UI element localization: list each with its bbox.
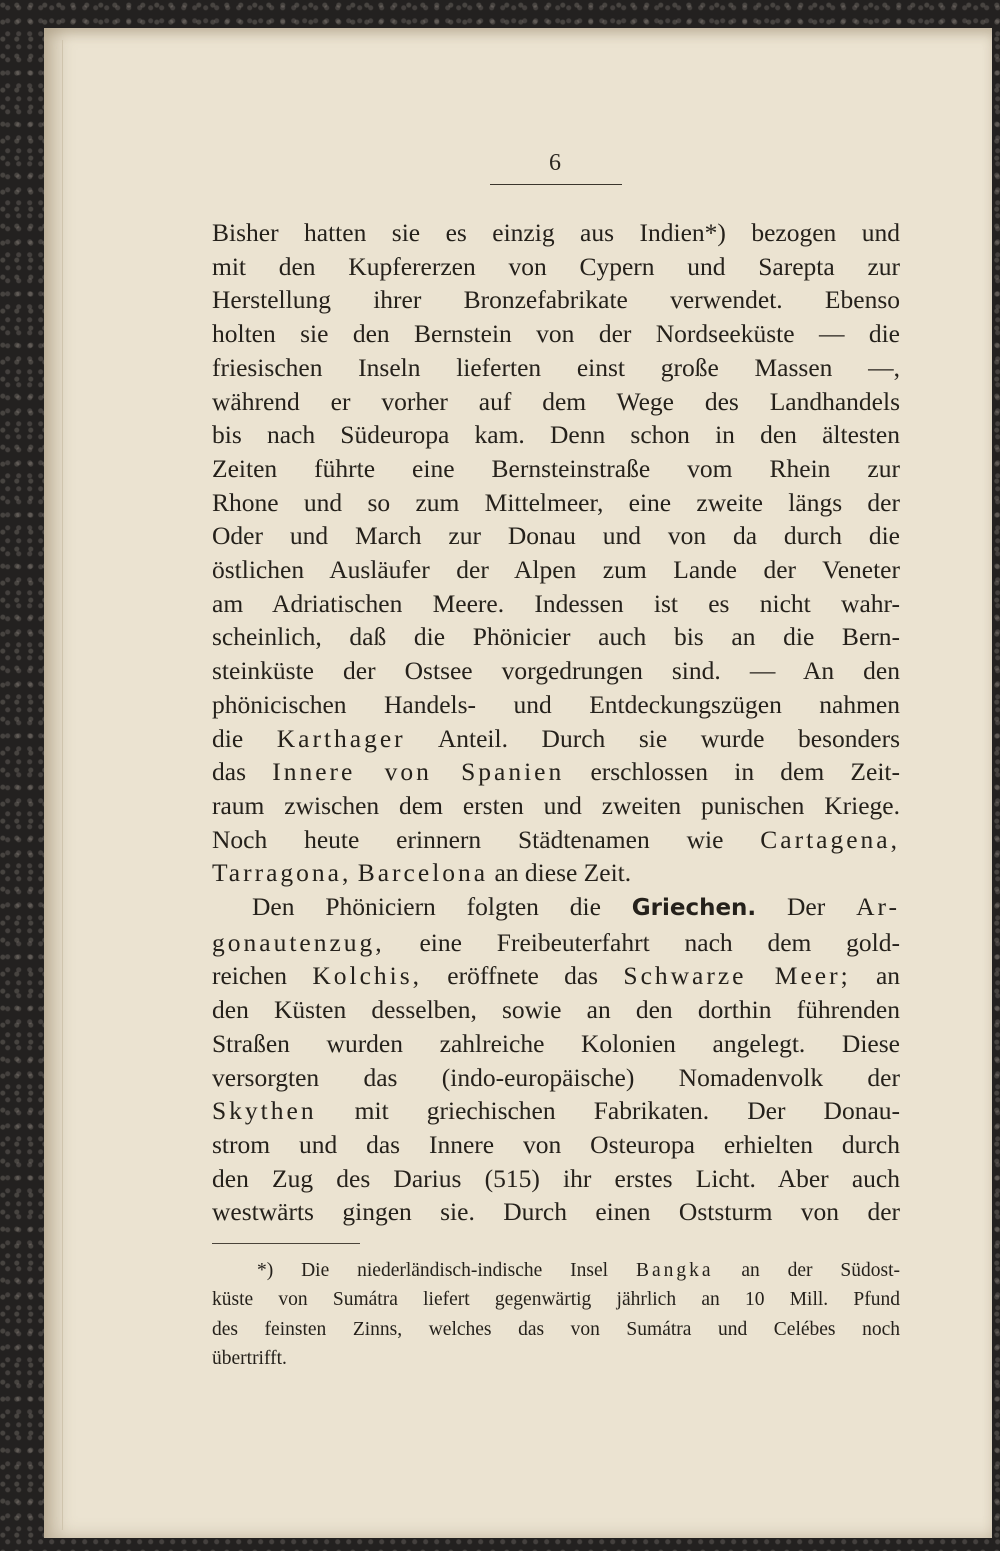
text-line: Zeiten führte eine Bernsteinstraße vom Rhein zur xyxy=(212,453,900,483)
footnote-line: küste von Sumátra liefert gegenwärtig jährlich an 10 Mill. Pfund xyxy=(212,1289,900,1311)
footnote-line: des feinsten Zinns, welches das von Sumátra und Celébes noch xyxy=(212,1318,900,1340)
text-run: Anteil. Durch sie wurde besonders xyxy=(405,723,900,753)
text-line: Oder und March zur Donau und von da durch die xyxy=(212,521,900,551)
spaced-term: Innere von Spanien xyxy=(272,757,565,787)
spaced-term: Ar- xyxy=(856,892,900,922)
text-line xyxy=(212,1094,900,1128)
text-line: steinküste der Ostsee vorgedrungen sind. — An den xyxy=(212,656,900,686)
main-text xyxy=(212,216,900,1229)
text-line: Rhone und so zum Mittelmeer, eine zweite längs der xyxy=(212,487,900,517)
text-line: raum zwischen dem ersten und zweiten punischen Kriege. xyxy=(212,790,900,820)
text-line: westwärts gingen sie. Durch einen Oststurm von der xyxy=(212,1197,900,1227)
text-line xyxy=(212,722,900,756)
text-line: bis nach Südeuropa kam. Denn schon in den ältesten xyxy=(212,420,900,450)
text-run: Noch heute erinnern Städtenamen wie xyxy=(212,824,761,854)
text-run: an diese Zeit. xyxy=(488,858,632,888)
header-rule xyxy=(490,184,622,185)
text-run: eine Freibeuterfahrt nach dem gold- xyxy=(384,927,900,957)
text-line: am Adriatischen Meere. Indessen ist es nicht wahr- xyxy=(212,588,900,618)
text-run: Den Phöniciern folgten die xyxy=(252,892,632,922)
text-line: den Küsten desselben, sowie an den dorthin führenden xyxy=(212,995,900,1025)
text-line xyxy=(212,823,900,857)
text-line: phönicischen Handels- und Entdeckungszügen nahmen xyxy=(212,689,900,719)
footnote-line: übertrifft. xyxy=(212,1348,287,1370)
text-line: friesischen Inseln lieferten einst große Massen —, xyxy=(212,352,900,382)
text-line: östlichen Ausläufer der Alpen zum Lande der Veneter xyxy=(212,555,900,585)
text-line: während er vorher auf dem Wege des Landhandels xyxy=(212,386,900,416)
footnote xyxy=(212,1256,900,1374)
text-run: Der xyxy=(756,892,857,922)
bold-term: Griechen. xyxy=(631,895,757,922)
text-line: holten sie den Bernstein von der Nordseeküste — die xyxy=(212,319,900,349)
page-edge-line xyxy=(62,40,63,1530)
spaced-term: Bangka xyxy=(635,1260,714,1281)
spaced-term: gonautenzug, xyxy=(212,927,385,957)
footnote-line xyxy=(212,1256,900,1285)
spaced-term: Cartagena, xyxy=(760,824,900,854)
text-line: strom und das Innere von Osteuropa erhielten durch xyxy=(212,1129,900,1159)
text-line: Herstellung ihrer Bronzefabrikate verwendet. Ebenso xyxy=(212,285,900,315)
text-line: versorgten das (indo-europäische) Nomadenvolk der xyxy=(212,1062,900,1092)
text-line: Straßen wurden zahlreiche Kolonien angelegt. Diese xyxy=(212,1028,900,1058)
text-run: das xyxy=(212,757,273,787)
spaced-term: Schwarze Meer; xyxy=(623,961,851,991)
text-run: die xyxy=(212,723,277,753)
page-number: 6 xyxy=(549,150,561,176)
text-run: an der Südost- xyxy=(713,1260,900,1281)
text-run: an xyxy=(850,961,901,991)
spaced-term: Barcelona xyxy=(357,858,489,888)
text-line xyxy=(212,959,900,993)
spaced-term: Tarragona, xyxy=(212,858,352,888)
spaced-term: Kolchis, xyxy=(312,961,423,991)
text-line: Bisher hatten sie es einzig aus Indien*) bezogen und xyxy=(212,218,900,247)
text-line xyxy=(212,890,900,926)
text-line xyxy=(212,926,900,960)
text-run: reichen xyxy=(212,961,313,991)
text-run: *) Die niederländisch-indische Insel xyxy=(257,1260,636,1281)
text-line: scheinlich, daß die Phönicier auch bis an die Bern- xyxy=(212,622,900,652)
text-run: eröffnete das xyxy=(422,961,624,991)
text-line xyxy=(212,755,900,789)
text-run: erschlossen in dem Zeit- xyxy=(564,757,900,787)
text-line xyxy=(212,856,900,890)
text-run: mit griechischen Fabrikaten. Der Donau- xyxy=(316,1096,900,1126)
spaced-term: Karthager xyxy=(276,723,406,753)
footnote-rule xyxy=(212,1243,360,1244)
text-line: den Zug des Darius (515) ihr erstes Licht. Aber auch xyxy=(212,1163,900,1193)
spaced-term: Skythen xyxy=(212,1096,317,1126)
text-line: mit den Kupfererzen von Cypern und Sarepta zur xyxy=(212,251,900,281)
